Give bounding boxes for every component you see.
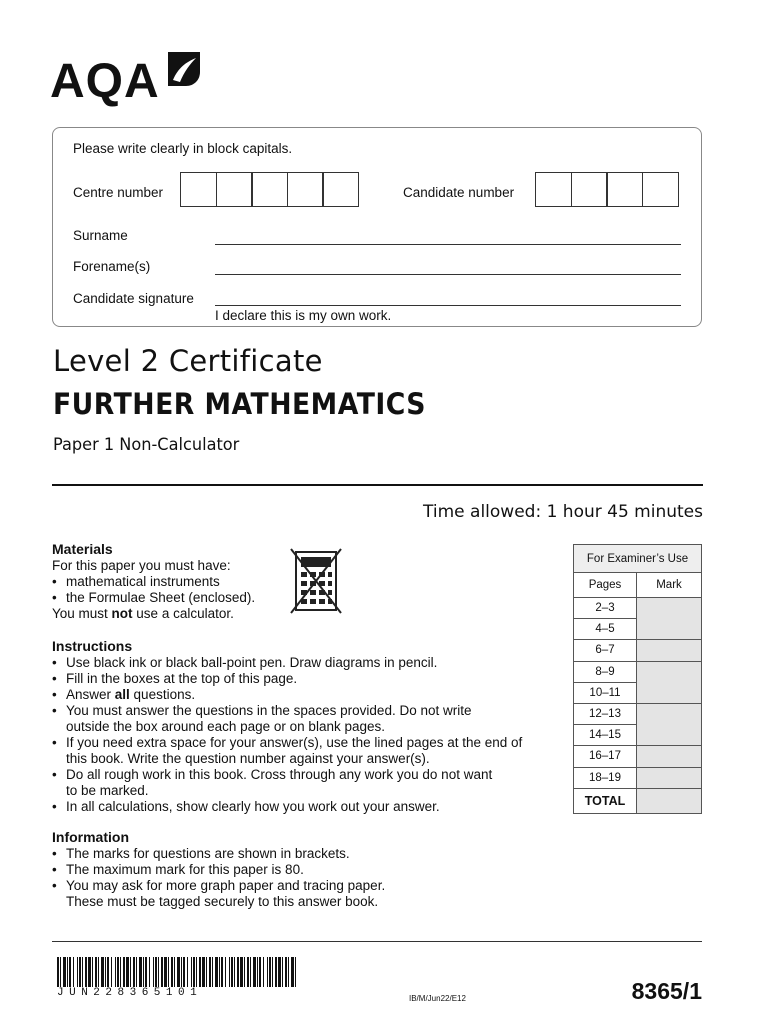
information-heading: Information <box>52 829 129 845</box>
block-capitals-instruction: Please write clearly in block capitals. <box>73 141 293 156</box>
information-item: • The maximum mark for this paper is 80. <box>52 862 552 878</box>
mark-cell <box>637 703 702 745</box>
materials-intro: For this paper you must have: <box>52 558 231 573</box>
examiner-table-heading: For Examiner’s Use <box>574 545 702 573</box>
logo-text: AQA <box>50 55 160 108</box>
reference-code: IB/M/Jun22/E12 <box>409 994 466 1003</box>
total-mark-cell <box>637 788 702 813</box>
surname-label: Surname <box>73 228 128 243</box>
materials-item: • the Formulae Sheet (enclosed). <box>52 590 282 606</box>
signature-field[interactable] <box>215 305 681 306</box>
footer-divider <box>52 941 702 942</box>
centre-digit-box[interactable] <box>180 172 217 207</box>
aqa-leaf-icon <box>164 50 202 88</box>
mark-cell <box>637 767 702 788</box>
declaration-text: I declare this is my own work. <box>215 308 392 323</box>
materials-item: • mathematical instruments <box>52 574 282 590</box>
mark-cell <box>637 598 702 640</box>
centre-digit-box[interactable] <box>322 172 359 207</box>
instructions-heading: Instructions <box>52 638 133 654</box>
instruction-item: • Fill in the boxes at the top of this page. <box>52 671 552 687</box>
time-allowed: Time allowed: 1 hour 45 minutes <box>423 502 703 522</box>
pages-cell: 8–9 <box>574 661 637 682</box>
aqa-logo <box>50 50 202 106</box>
pages-column-header: Pages <box>574 573 637 598</box>
information-list <box>52 846 552 910</box>
subject-title: FURTHER MATHEMATICS <box>53 387 426 421</box>
instructions-list <box>52 655 552 815</box>
forename-label: Forename(s) <box>73 259 151 274</box>
examiner-use-table <box>573 544 702 814</box>
instruction-item: • In all calculations, show clearly how you work out your answer. <box>52 799 552 815</box>
instruction-item: • If you need extra space for your answer(s), use the lined pages at the end of this book. Write the question number against your answer(s). <box>52 735 552 767</box>
information-item: • You may ask for more graph paper and tracing paper. These must be tagged securely to this answer book. <box>52 878 552 910</box>
barcode-number: JUN228365101 <box>57 987 203 999</box>
candidate-number-boxes[interactable] <box>535 172 679 207</box>
candidate-number-label: Candidate number <box>403 185 515 200</box>
centre-number-boxes[interactable] <box>180 172 359 207</box>
instruction-item: • Use black ink or black ball-point pen. Draw diagrams in pencil. <box>52 655 552 671</box>
information-item: • The marks for questions are shown in brackets. <box>52 846 552 862</box>
materials-section <box>52 541 282 622</box>
candidate-details-box <box>52 127 702 327</box>
no-calculator-icon <box>290 548 342 614</box>
paper-title: Paper 1 Non-Calculator <box>53 435 240 455</box>
total-label: TOTAL <box>574 788 637 813</box>
mark-cell <box>637 746 702 767</box>
forename-field[interactable] <box>215 274 681 275</box>
instruction-item: • Answer all questions. <box>52 687 552 703</box>
instructions-section <box>52 638 552 815</box>
materials-heading: Materials <box>52 541 113 557</box>
candidate-digit-box[interactable] <box>571 172 608 207</box>
barcode <box>57 957 299 987</box>
surname-field[interactable] <box>215 244 681 245</box>
calculator-note: You must not use a calculator. <box>52 606 234 621</box>
pages-cell: 18–19 <box>574 767 637 788</box>
paper-code: 8365/1 <box>631 978 702 1004</box>
candidate-digit-box[interactable] <box>642 172 679 207</box>
instruction-item: • You must answer the questions in the spaces provided. Do not write outside the box around each page or on blank pages. <box>52 703 552 735</box>
materials-list <box>52 574 282 606</box>
instruction-item: • Do all rough work in this book. Cross through any work you do not want to be marked. <box>52 767 552 799</box>
centre-number-label: Centre number <box>73 185 164 200</box>
pages-cell: 12–13 <box>574 703 637 724</box>
title-divider <box>52 484 703 486</box>
pages-cell: 6–7 <box>574 640 637 661</box>
centre-digit-box[interactable] <box>287 172 324 207</box>
signature-label: Candidate signature <box>73 291 194 306</box>
pages-cell: 14–15 <box>574 725 637 746</box>
mark-column-header: Mark <box>637 573 702 598</box>
mark-cell <box>637 640 702 661</box>
qualification-title: Level 2 Certificate <box>53 344 323 378</box>
candidate-digit-box[interactable] <box>535 172 572 207</box>
pages-cell: 10–11 <box>574 682 637 703</box>
pages-cell: 2–3 <box>574 598 637 619</box>
pages-cell: 4–5 <box>574 619 637 640</box>
information-section <box>52 829 552 910</box>
centre-digit-box[interactable] <box>216 172 253 207</box>
candidate-digit-box[interactable] <box>606 172 643 207</box>
mark-cell <box>637 661 702 703</box>
pages-cell: 16–17 <box>574 746 637 767</box>
centre-digit-box[interactable] <box>251 172 288 207</box>
